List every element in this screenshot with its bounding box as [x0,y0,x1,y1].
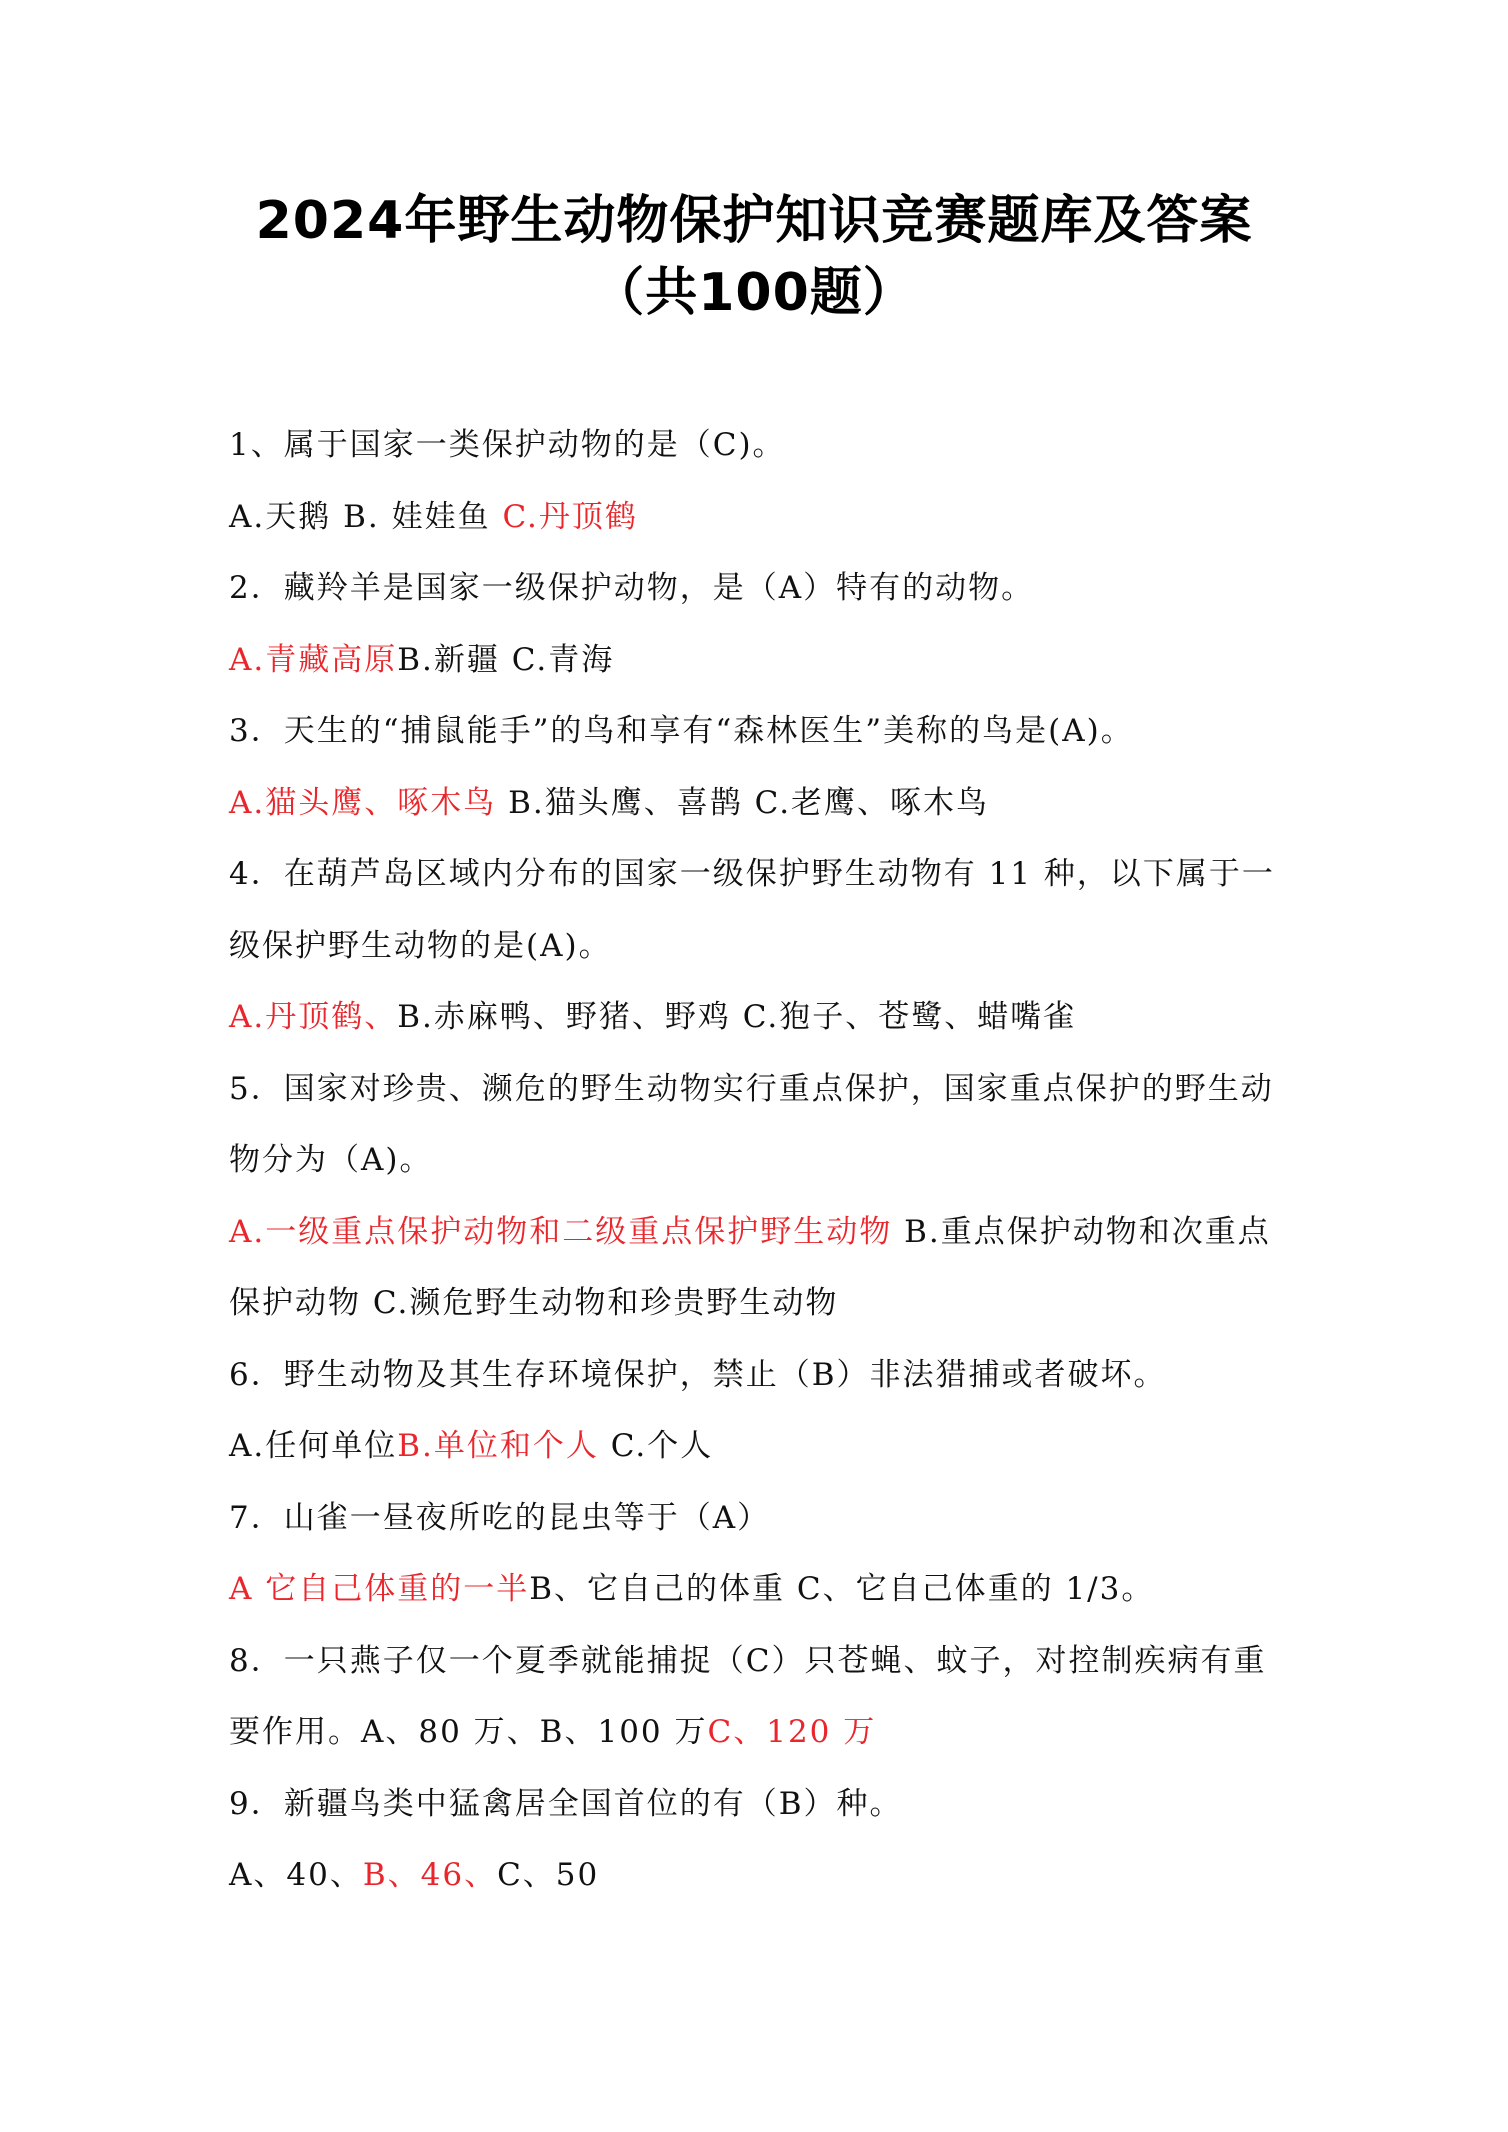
answer-options [229,625,1299,697]
question-text: 5．国家对珍贵、濒危的野生动物实行重点保护，国家重点保护的野生动 [229,1070,1274,1107]
question-text: 1、属于国家一类保护动物的是（C)。 [229,427,786,463]
question-text-continued: 级保护野生动物的是(A)。 [229,927,612,964]
correct-answer: A 它自己体重的一半 [229,1571,530,1607]
correct-answer: C、120 万 [707,1714,877,1750]
question-text: 3．天生的“捕鼠能手”的鸟和享有“森林医生”美称的鸟是(A)。 [229,713,1134,749]
option-text: B.猫头鹰、喜鹊 C.老鹰、啄木鸟 [496,784,990,821]
correct-answer: B、46、 [362,1857,498,1893]
answer-options [229,982,1299,1054]
answer-options [229,1197,1299,1269]
correct-answer: B.单位和个人 [397,1428,599,1464]
answer-options [229,1411,1299,1483]
answer-options [229,1840,1299,1912]
question-text: 7．山雀一昼夜所吃的昆虫等于（A） [229,1499,771,1536]
question-text: 8．一只燕子仅一个夏季就能捕捉（C）只苍蝇、蚊子，对控制疾病有重 [229,1642,1267,1679]
option-text: 要作用。A、80 万、B、100 万 [229,1714,708,1750]
answer-options-continued: 保护动物 C.濒危野生动物和珍贵野生动物 [229,1285,839,1321]
option-text: C、50 [497,1857,600,1893]
correct-answer: C.丹顶鹤 [502,498,638,535]
question-list [229,410,1299,1912]
question-text: 9．新疆鸟类中猛禽居全国首位的有（B）种。 [229,1785,903,1822]
question-text: 6．野生动物及其生存环境保护，禁止（B）非法猎捕或者破坏。 [229,1356,1167,1393]
option-text: A.天鹅 B. 娃娃鱼 [229,498,503,535]
option-text: A.任何单位 [229,1428,398,1464]
option-text: B.赤麻鸭、野猪、野鸡 C.狍子、苍鹭、蜡嘴雀 [397,999,1077,1035]
document-subtitle: （共100题） [592,263,916,323]
option-text: A、40、 [229,1857,363,1893]
answer-options [229,1697,1299,1769]
correct-answer: A.丹顶鹤、 [229,999,398,1035]
correct-answer: A.一级重点保护动物和二级重点保护野生动物 [229,1213,893,1250]
answer-options [229,1554,1299,1626]
correct-answer: A.猫头鹰、啄木鸟 [229,784,497,821]
answer-options [229,482,1299,554]
answer-options [229,768,1299,840]
question-text-continued: 物分为（A)。 [229,1142,433,1178]
question-text: 2．藏羚羊是国家一级保护动物，是（A）特有的动物。 [229,570,1035,606]
correct-answer: A.青藏高原 [229,641,398,678]
option-text: B、它自己的体重 C、它自己体重的 1/3。 [529,1571,1155,1607]
option-text: B.新疆 C.青海 [397,641,615,678]
option-text: B.重点保护动物和次重点 [892,1213,1271,1250]
question-text: 4．在葫芦岛区域内分布的国家一级保护野生动物有 11 种，以下属于一 [229,856,1275,892]
document-title: 2024年野生动物保护知识竞赛题库及答案 [255,191,1253,251]
option-text: C.个人 [598,1428,714,1464]
